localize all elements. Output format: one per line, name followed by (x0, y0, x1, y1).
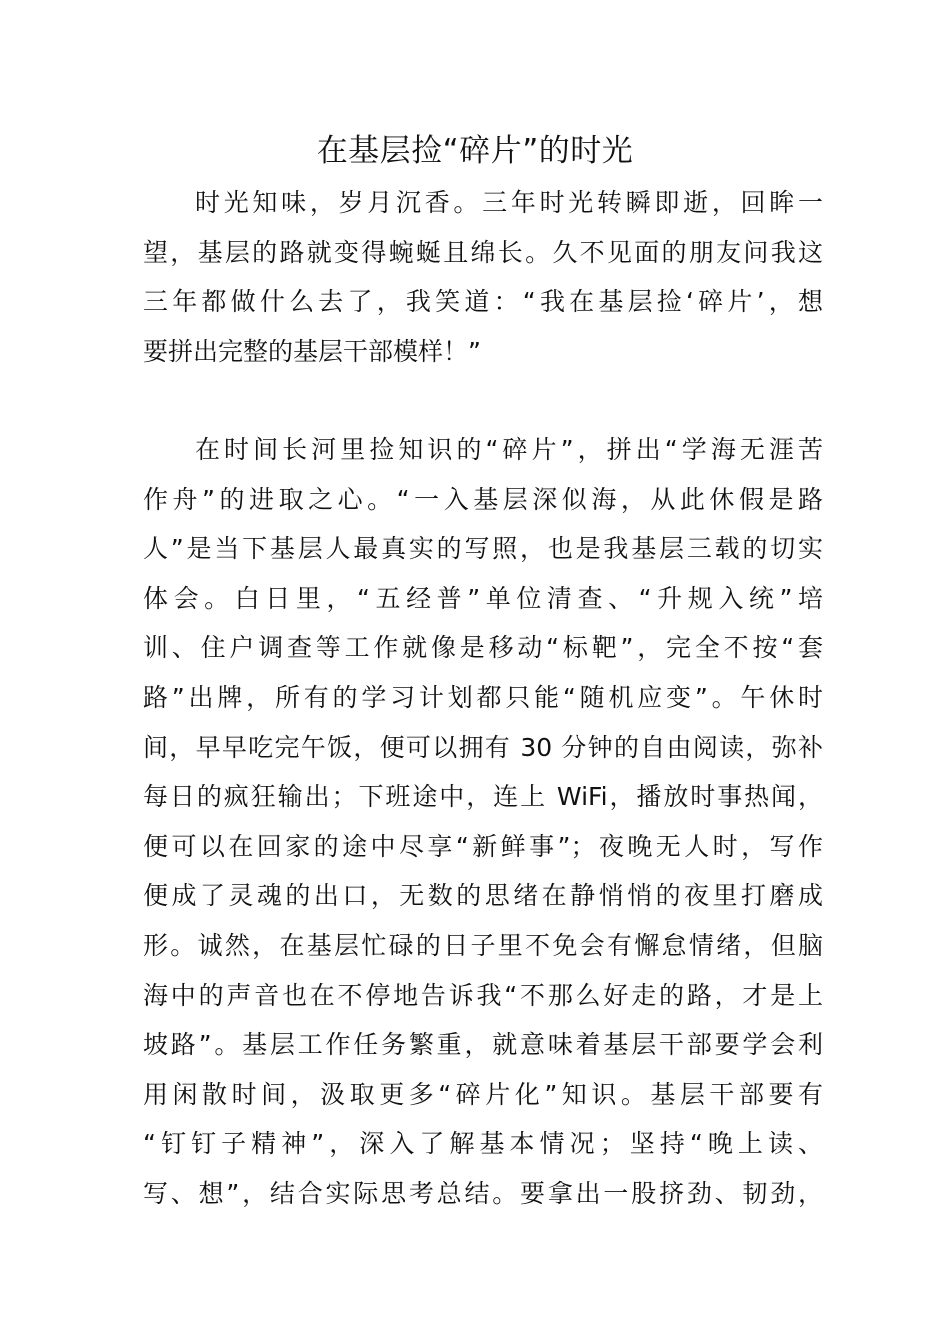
paragraph-line: 体会。白日里，“五经普”单位清查、“升规入统”培 (143, 583, 823, 613)
paragraph-line: 要拼出完整的基层干部模样！” (143, 336, 481, 366)
paragraph-line: 路”出牌，所有的学习计划都只能“随机应变”。午休时 (143, 682, 823, 712)
paragraph-line: 间，早早吃完午饭，便可以拥有 30 分钟的自由阅读，弥补 (143, 732, 823, 762)
paragraph-line: 时光知味，岁月沉香。三年时光转瞬即逝，回眸一 (195, 188, 823, 217)
paragraph-line: 用闲散时间，汲取更多“碎片化”知识。基层干部要有 (143, 1079, 823, 1109)
paragraph-line: 形。诚然，在基层忙碌的日子里不免会有懈怠情绪，但脑 (143, 930, 823, 960)
paragraph-line: 作舟”的进取之心。“一入基层深似海，从此休假是路 (143, 484, 823, 514)
paragraph-line: 坡路”。基层工作任务繁重，就意味着基层干部要学会利 (143, 1030, 823, 1060)
document-title: 在基层捡“碎片”的时光 (316, 133, 634, 169)
paragraph-1 (143, 178, 823, 376)
paragraph-line: “钉钉子精神”，深入了解基本情况；坚持“晚上读、 (143, 1129, 823, 1159)
paragraph-line: 便成了灵魂的出口，无数的思绪在静悄悄的夜里打磨成 (143, 881, 823, 911)
paragraph-line: 训、住户调查等工作就像是移动“标靶”，完全不按“套 (143, 633, 823, 663)
paragraph-line: 人”是当下基层人最真实的写照，也是我基层三载的切实 (143, 534, 823, 564)
paragraph-line: 每日的疯狂输出；下班途中，连上 WiFi，播放时事热闻， (143, 782, 823, 812)
paragraph-line: 在时间长河里捡知识的“碎片”，拼出“学海无涯苦 (195, 435, 823, 464)
paragraph-line: 望，基层的路就变得蜿蜒且绵长。久不见面的朋友问我这 (143, 237, 823, 267)
paragraph-line: 三年都做什么去了，我笑道：“我在基层捡‘碎片’，想 (143, 287, 823, 317)
paragraph-line: 便可以在回家的途中尽享“新鲜事”；夜晚无人时，写作 (143, 831, 823, 861)
paragraph-2 (143, 425, 823, 1219)
paragraph-line: 海中的声音也在不停地告诉我“不那么好走的路，才是上 (143, 980, 823, 1010)
paragraph-line: 写、想”，结合实际思考总结。要拿出一股挤劲、韧劲， (143, 1178, 823, 1208)
